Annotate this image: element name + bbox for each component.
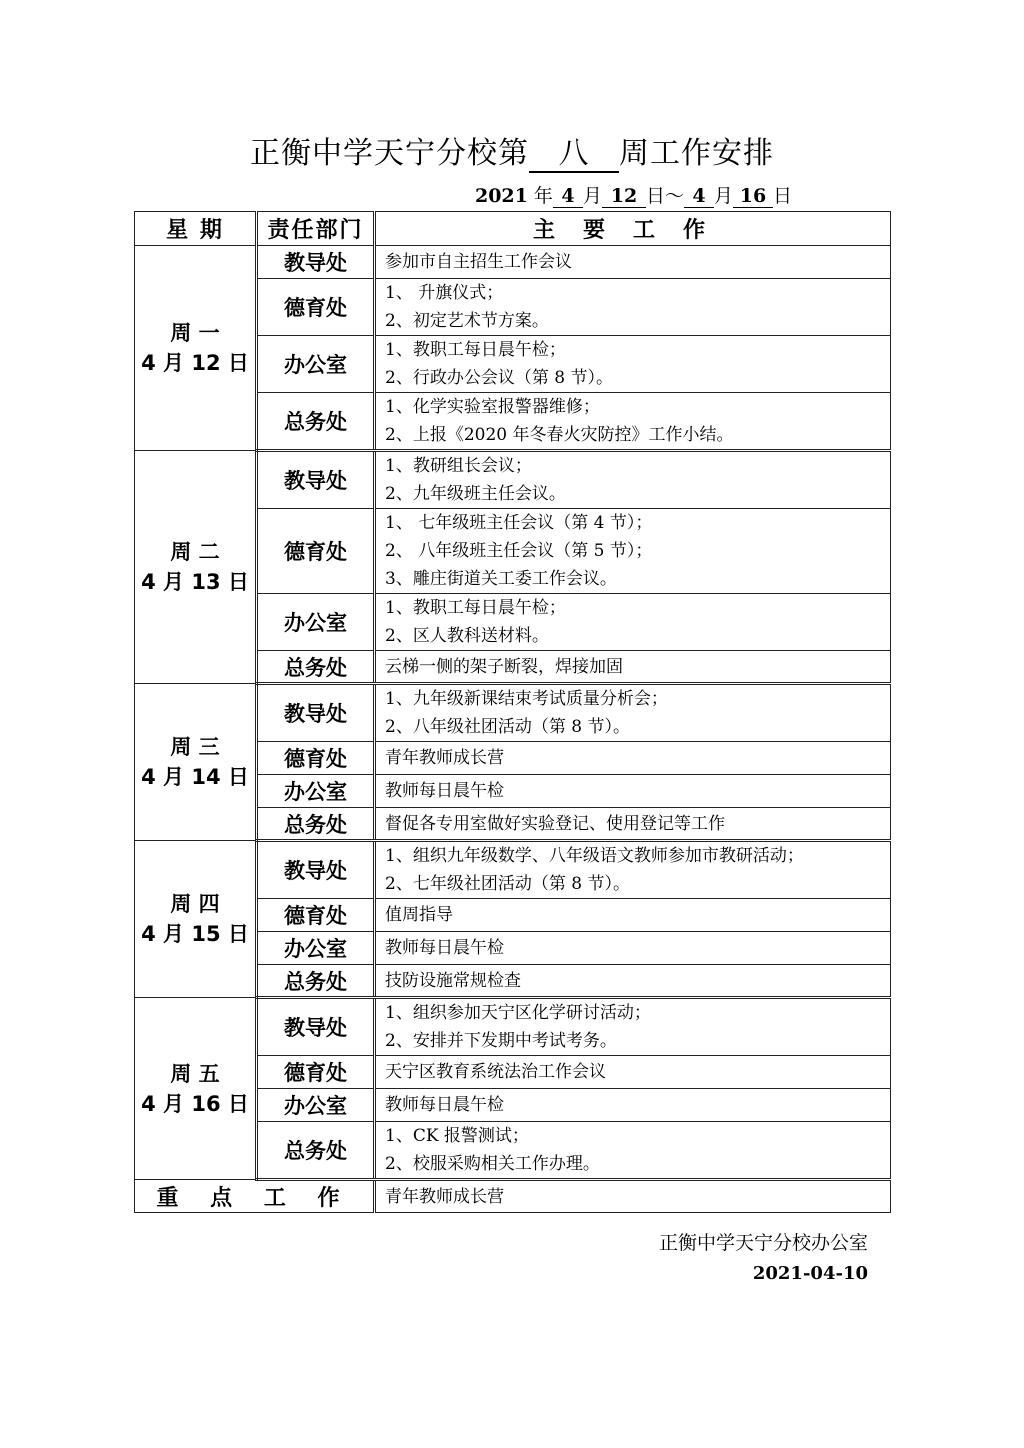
key-work-row <box>135 1180 891 1213</box>
dept-cell: 办公室 <box>257 336 375 393</box>
footer-date: 2021-04-10 <box>752 1263 868 1284</box>
weekday-label: 周 二 <box>170 540 220 564</box>
work-line: 1、CK 报警测试； <box>385 1126 529 1146</box>
start-day: 12 <box>602 185 646 208</box>
week-number: 八 <box>529 137 619 173</box>
work-cell <box>375 742 891 775</box>
work-cell <box>375 451 891 509</box>
work-cell <box>375 775 891 808</box>
work-line: 1、教研组长会议； <box>385 456 532 476</box>
year-label: 年 <box>533 185 553 207</box>
work-line: 2、校服采购相关工作办理。 <box>385 1154 600 1174</box>
work-line: 参加市自主招生工作会议 <box>385 252 572 272</box>
table-row <box>135 684 891 742</box>
table-row <box>135 451 891 509</box>
work-line: 1、 七年级班主任会议（第 4 节）； <box>385 513 653 533</box>
work-cell <box>375 841 891 899</box>
work-line: 3、雕庄街道关工委工作会议。 <box>385 569 617 589</box>
header-dept: 责任部门 <box>257 212 375 246</box>
work-line: 教师每日晨午检 <box>385 938 504 958</box>
dept-cell: 德育处 <box>257 509 375 594</box>
header-work: 主要工作 <box>375 212 891 246</box>
end-day: 16 <box>733 185 773 208</box>
table-row <box>135 998 891 1056</box>
work-line: 1、 升旗仪式； <box>385 283 504 303</box>
dept-cell: 德育处 <box>257 1056 375 1089</box>
work-line: 2、区人教科送材料。 <box>385 626 549 646</box>
work-line: 2、初定艺术节方案。 <box>385 311 549 331</box>
day-cell <box>135 246 257 451</box>
work-line: 青年教师成长营 <box>385 748 504 768</box>
work-line: 2、 八年级班主任会议（第 5 节）； <box>385 541 653 561</box>
key-work-label: 重 点 工 作 <box>135 1180 375 1213</box>
table-row <box>135 246 891 279</box>
work-cell <box>375 808 891 841</box>
work-cell <box>375 651 891 684</box>
dept-cell: 总务处 <box>257 393 375 451</box>
dept-cell: 德育处 <box>257 899 375 932</box>
start-month: 4 <box>553 185 583 208</box>
year: 2021 <box>474 185 528 207</box>
work-line: 技防设施常规检查 <box>385 970 521 991</box>
work-cell <box>375 336 891 393</box>
work-cell <box>375 899 891 932</box>
table-header-row <box>135 212 891 246</box>
footer-org: 正衡中学天宁分校办公室 <box>658 1232 868 1254</box>
date-range <box>475 181 792 208</box>
dept-cell: 教导处 <box>257 684 375 742</box>
work-cell <box>375 594 891 651</box>
work-cell <box>375 684 891 742</box>
work-cell <box>375 998 891 1056</box>
end-month: 4 <box>684 185 714 208</box>
dept-cell: 办公室 <box>257 775 375 808</box>
work-line: 1、化学实验室报警器维修； <box>385 397 600 417</box>
work-line: 值周指导 <box>385 905 453 925</box>
work-cell <box>375 246 891 279</box>
dept-cell: 教导处 <box>257 246 375 279</box>
work-line: 2、八年级社团活动（第 8 节）。 <box>385 717 630 737</box>
schedule-body <box>135 246 891 1180</box>
date-label: 4 月 14 日 <box>141 765 249 789</box>
dept-cell: 教导处 <box>257 841 375 899</box>
schedule-table <box>134 211 891 1213</box>
title-prefix: 正衡中学天宁分校第 <box>250 136 529 171</box>
dept-cell: 总务处 <box>257 808 375 841</box>
page-title <box>0 128 1024 173</box>
date-label: 4 月 16 日 <box>141 1091 249 1116</box>
work-cell <box>375 509 891 594</box>
month-label: 月 <box>582 185 602 207</box>
work-cell <box>375 1056 891 1089</box>
work-cell <box>375 279 891 336</box>
work-cell <box>375 1122 891 1180</box>
day-label: 日～ <box>645 185 684 207</box>
work-cell <box>375 393 891 451</box>
dept-cell: 总务处 <box>257 651 375 684</box>
work-line: 教师每日晨午检 <box>385 781 504 801</box>
day-cell <box>135 998 257 1180</box>
work-line: 1、九年级新课结束考试质量分析会； <box>385 689 668 709</box>
dept-cell: 德育处 <box>257 742 375 775</box>
work-line: 1、组织九年级数学、八年级语文教师参加市教研活动； <box>385 846 804 866</box>
work-line: 天宁区教育系统法治工作会议 <box>385 1062 606 1082</box>
work-cell <box>375 965 891 998</box>
weekday-label: 周 四 <box>170 892 220 916</box>
dept-cell: 办公室 <box>257 594 375 651</box>
dept-cell: 总务处 <box>257 965 375 998</box>
table-row <box>135 841 891 899</box>
key-work-value: 青年教师成长营 <box>375 1180 891 1213</box>
work-line: 1、组织参加天宁区化学研讨活动； <box>385 1003 651 1023</box>
day-cell <box>135 684 257 841</box>
date-label: 4 月 12 日 <box>141 351 249 375</box>
end-month-label: 月 <box>713 185 733 207</box>
work-line: 2、九年级班主任会议。 <box>385 484 566 504</box>
work-cell <box>375 932 891 965</box>
work-line: 2、行政办公会议（第 8 节）。 <box>385 368 613 388</box>
work-line: 督促各专用室做好实验登记、使用登记等工作 <box>385 813 725 834</box>
dept-cell: 办公室 <box>257 1089 375 1122</box>
dept-cell: 办公室 <box>257 932 375 965</box>
work-line: 1、教职工每日晨午检； <box>385 598 566 618</box>
end-day-label: 日 <box>772 185 792 207</box>
date-label: 4 月 15 日 <box>141 922 249 946</box>
work-line: 2、上报《2020 年冬春火灾防控》工作小结。 <box>385 425 734 445</box>
title-suffix: 周工作安排 <box>619 136 774 171</box>
weekday-label: 周 一 <box>170 321 220 345</box>
day-cell <box>135 451 257 684</box>
work-line: 2、七年级社团活动（第 8 节）。 <box>385 874 630 894</box>
dept-cell: 德育处 <box>257 279 375 336</box>
weekday-label: 周 五 <box>170 1061 220 1086</box>
work-line: 云梯一侧的架子断裂，焊接加固 <box>385 656 623 677</box>
work-line: 1、教职工每日晨午检； <box>385 340 566 360</box>
weekday-label: 周 三 <box>170 735 220 759</box>
work-line: 教师每日晨午检 <box>385 1095 504 1115</box>
header-day: 星 期 <box>135 212 257 246</box>
work-cell <box>375 1089 891 1122</box>
date-label: 4 月 13 日 <box>141 570 249 594</box>
dept-cell: 总务处 <box>257 1122 375 1180</box>
day-cell <box>135 841 257 998</box>
work-line: 2、安排并下发期中考试考务。 <box>385 1031 617 1051</box>
dept-cell: 教导处 <box>257 998 375 1056</box>
dept-cell: 教导处 <box>257 451 375 509</box>
